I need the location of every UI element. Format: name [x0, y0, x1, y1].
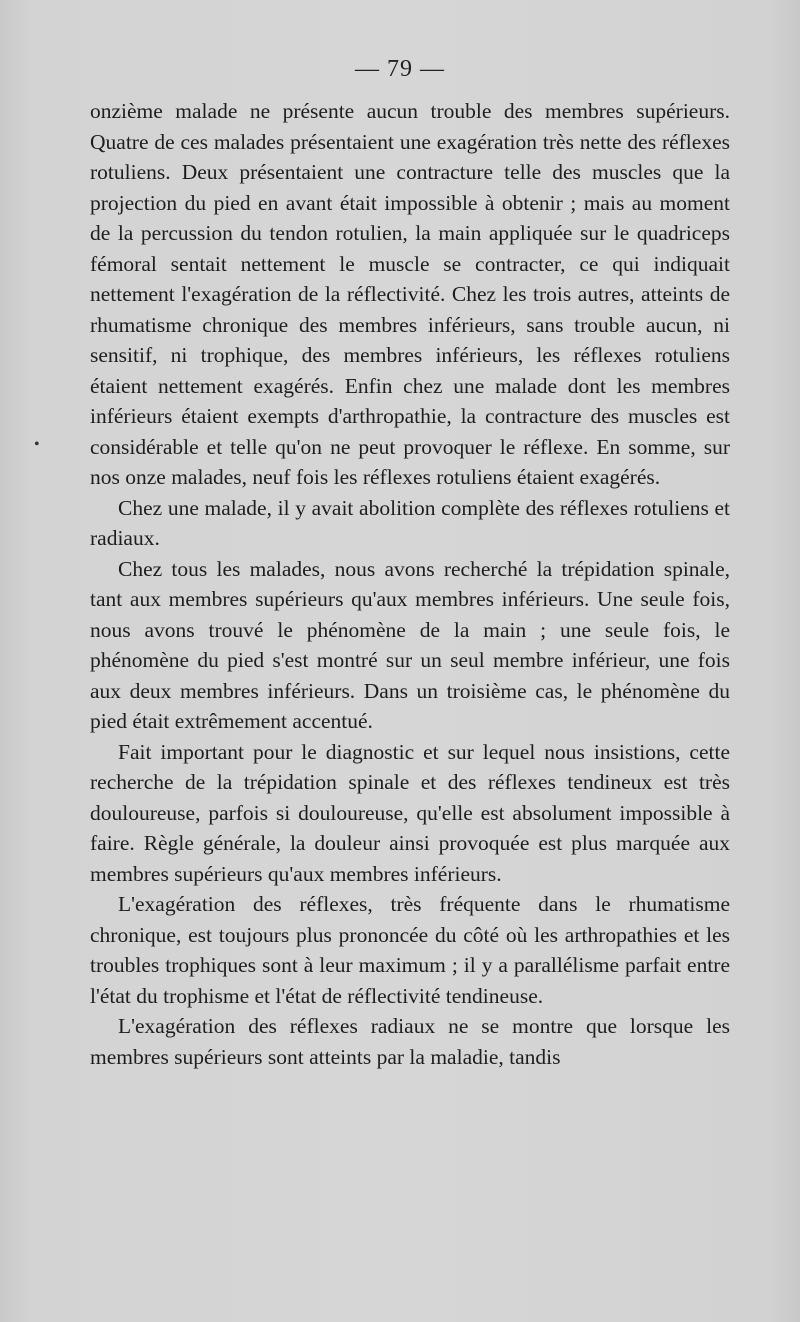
body-text — [90, 96, 730, 1072]
paragraph: onzième malade ne présente aucun trouble des membres supérieurs. Quatre de ces malades présentaient une exagération très nette des réflexes rotuliens. Deux présentaient une contracture telle des muscles que la projection du pied en avant était impossible à obtenir ; mais au moment de la percussion du tendon rotulien, la main appliquée sur le quadriceps fémoral sentait nettement le muscle se contracter, ce qui indiquait nettement l'exagération de la réflectivité. Chez les trois autres, atteints de rhumatisme chronique des membres inférieurs, sans trouble aucun, ni sensitif, ni trophique, des membres inférieurs, les réflexes rotuliens étaient nettement exagérés. Enfin chez une malade dont les membres inférieurs étaient exempts d'arthropathie, la contracture des muscles est considérable et telle qu'on ne peut provoquer le réflexe. En somme, sur nos onze malades, neuf fois les réflexes rotuliens étaient exagérés. — [90, 99, 730, 489]
paragraph: L'exagération des réflexes radiaux ne se montre que lorsque les membres supérieurs sont atteints par la maladie, tandis — [90, 1014, 730, 1069]
paragraph: L'exagération des réflexes, très fréquente dans le rhumatisme chronique, est toujours plus prononcée du côté où les arthropathies et les troubles trophiques sont à leur maximum ; il y a parallélisme parfait entre l'état du trophisme et l'état de réflectivité tendineuse. — [90, 892, 730, 1008]
paragraph: Fait important pour le diagnostic et sur lequel nous insistions, cette recherche de la trépidation spinale et des réflexes tendineux est très douloureuse, parfois si douloureuse, qu'elle est absolument impossible à faire. Règle générale, la douleur ainsi provoquée est plus marquée aux membres supérieurs qu'aux membres inférieurs. — [90, 739, 730, 886]
paragraph: Chez une malade, il y avait abolition complète des réflexes rotuliens et radiaux. — [90, 495, 730, 550]
paragraph: Chez tous les malades, nous avons recherché la trépidation spinale, tant aux membres supérieurs qu'aux membres inférieurs. Une seule fois, nous avons trouvé le phénomène de la main ; une seule fois, le phénomène du pied s'est montré sur un seul membre inférieur, une fois aux deux membres inférieurs. Dans un troisième cas, le phénomène du pied était extrêmement accentué. — [90, 556, 730, 733]
margin-speck: • — [34, 436, 40, 453]
page-number: — 79 — — [355, 56, 445, 82]
